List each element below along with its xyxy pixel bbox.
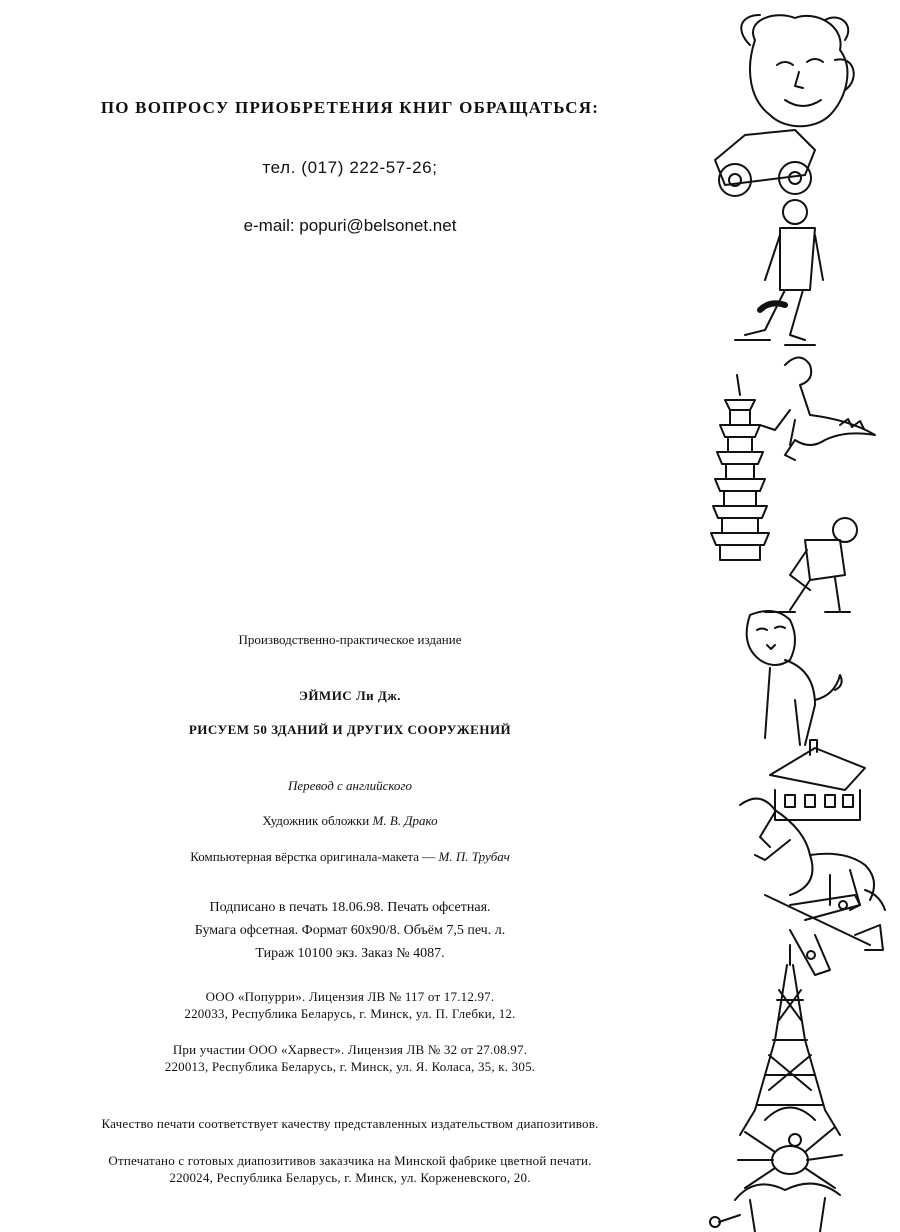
- participation-line: При участии ООО «Харвест». Лицензия ЛВ № 32 от 27.08.97.: [172, 1042, 528, 1057]
- pagoda-illustration: [711, 375, 769, 560]
- jester-illustration: [710, 1184, 840, 1232]
- print-info-line: Тираж 10100 экз. Заказ № 4087.: [255, 946, 445, 961]
- illustration-strip: [695, 0, 900, 1232]
- layout-name: М. П. Трубач: [438, 849, 510, 864]
- contacts-heading: ПО ВОПРОСУ ПРИОБРЕТЕНИЯ КНИГ ОБРАЩАТЬСЯ:: [100, 98, 600, 117]
- translation-note: Перевод с английского: [287, 778, 413, 793]
- publisher-line: 220033, Республика Беларусь, г. Минск, ул. П. Глебки, 12.: [184, 1006, 516, 1021]
- woman-face-illustration: [741, 15, 853, 126]
- book-title: РИСУЕМ 50 ЗДАНИЙ И ДРУГИХ СООРУЖЕНИЙ: [188, 722, 512, 737]
- contact-phone: тел. (017) 222-57-26;: [262, 158, 438, 177]
- cover-artist-name: М. В. Драко: [372, 813, 438, 828]
- participation-line: 220013, Республика Беларусь, г. Минск, ул. Я. Коласа, 35, к. 305.: [164, 1059, 536, 1074]
- printed-by-line: Отпечатано с готовых диапозитивов заказчика на Минской фабрике цветной печати.: [108, 1153, 592, 1168]
- house-illustration: [770, 740, 865, 820]
- edition-type: Производственно-практическое издание: [238, 632, 462, 647]
- publisher-line: ООО «Попурри». Лицензия ЛВ № 117 от 17.12.97.: [205, 989, 495, 1004]
- eiffel-tower-illustration: [740, 945, 840, 1135]
- layout-label: Компьютерная вёрстка оригинала-макета —: [190, 849, 436, 864]
- contact-email: e-mail: popuri@belsonet.net: [243, 216, 457, 235]
- print-info-line: Подписано в печать 18.06.98. Печать офсетная.: [209, 900, 491, 915]
- horse-illustration: [740, 799, 885, 910]
- golfer-illustration: [765, 518, 857, 612]
- boy-skater-illustration: [735, 200, 823, 345]
- print-info-line: Бумага офсетная. Формат 60x90/8. Объём 7,5 печ. л.: [194, 923, 506, 938]
- layout-credit: [0, 849, 700, 865]
- spider-illustration: [738, 1127, 842, 1188]
- airplane-illustration: [765, 895, 883, 975]
- cover-artist-label: Художник обложки: [262, 813, 370, 828]
- printed-by-line: 220024, Республика Беларусь, г. Минск, ул. Корженевского, 20.: [169, 1170, 531, 1185]
- author: ЭЙМИС Ли Дж.: [299, 688, 401, 703]
- dinosaur-illustration: [760, 358, 875, 461]
- cover-artist: [0, 813, 700, 829]
- quality-note: Качество печати соответствует качеству представленных издательством диапозитивов.: [101, 1116, 599, 1131]
- atv-illustration: [715, 130, 815, 196]
- lion-illustration: [747, 611, 842, 745]
